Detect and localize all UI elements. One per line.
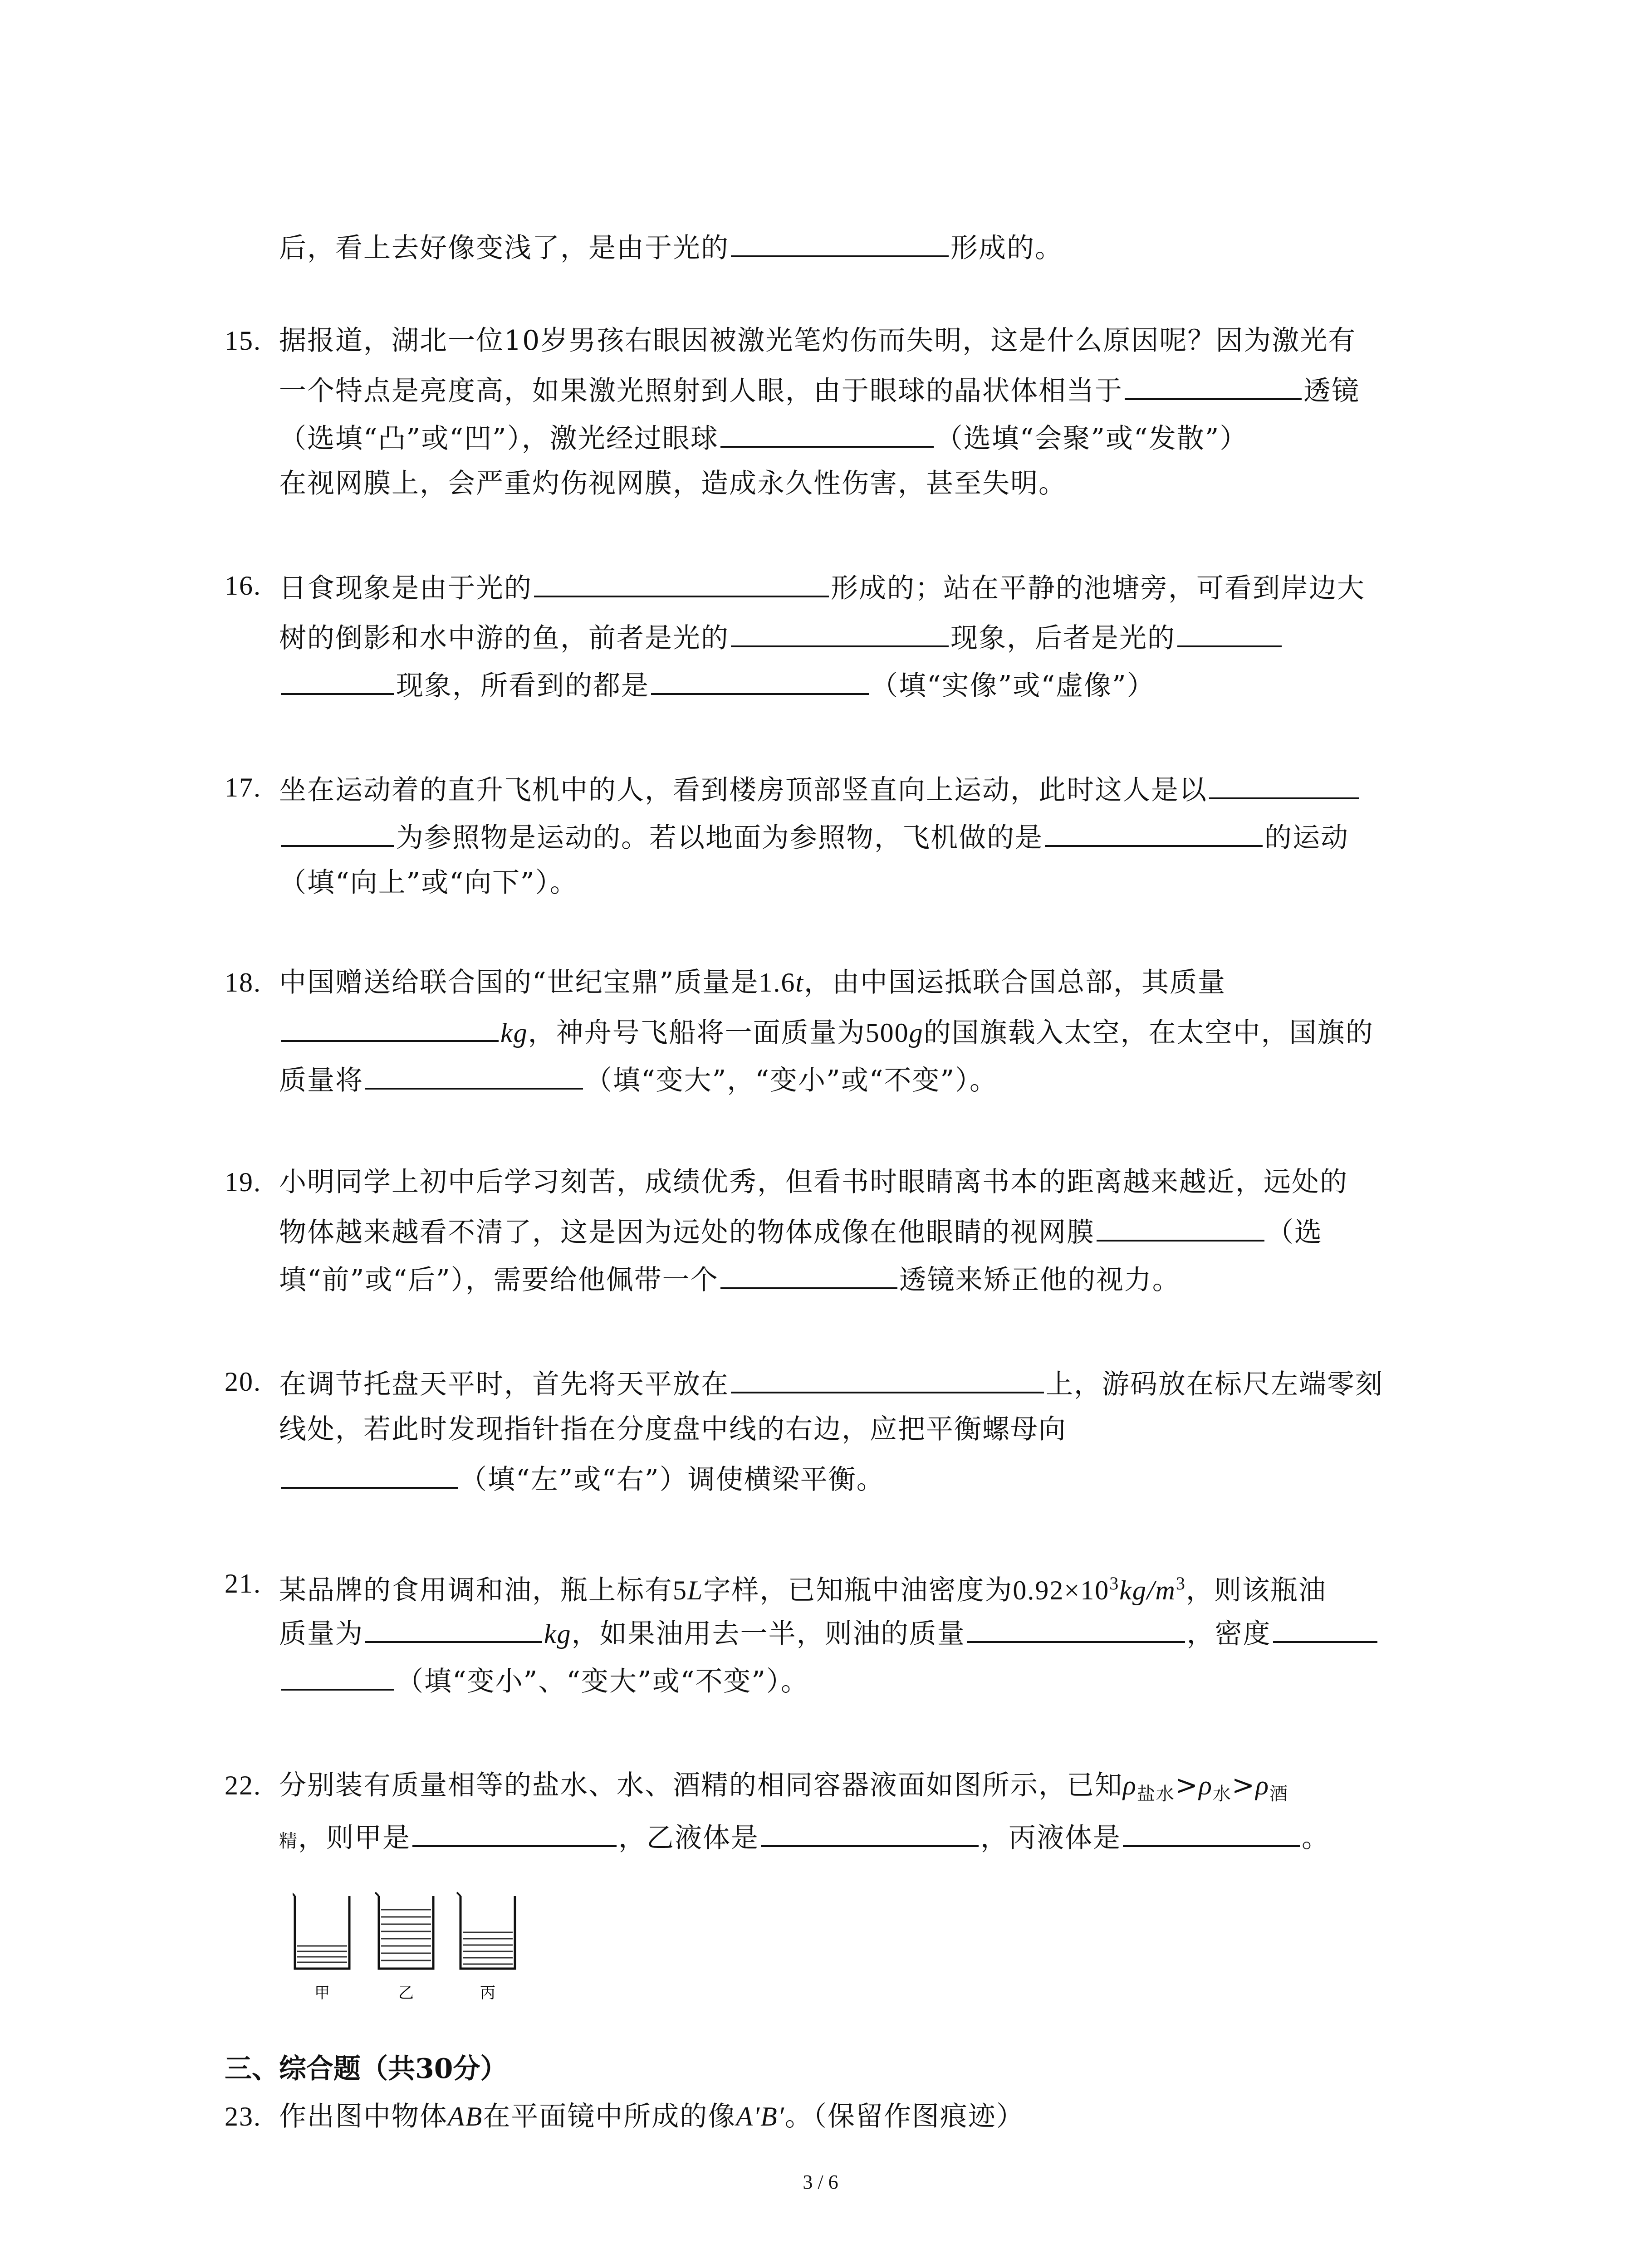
q20-line-1a: 在调节托盘天平时，首先将天平放在 — [279, 1369, 729, 1400]
q17-line-2 — [279, 819, 1349, 854]
q21-number: 21. — [225, 1569, 261, 1598]
q22-sub-alcohol-1: 酒 — [1269, 1784, 1288, 1804]
q15-number: 15. — [225, 326, 261, 356]
q16-line-3b: （填“实像”或“虚像”） — [871, 670, 1155, 702]
q15-line-3 — [279, 420, 1248, 455]
q17-blank-1b[interactable] — [281, 819, 394, 847]
page-number: 3 / 6 — [803, 2171, 838, 2193]
q23-text-b: 在平面镜中所成的像 — [483, 2101, 736, 2132]
q15-line-4: 在视网膜上，会严重灼伤视网膜，造成永久性伤害，甚至失明。 — [279, 468, 1067, 499]
q17-line-1a: 坐在运动着的直升飞机中的人，看到楼房顶部竖直向上运动，此时这人是以 — [279, 774, 1207, 806]
container-jia — [293, 1892, 349, 1969]
q18-line-3 — [279, 1061, 998, 1097]
q21-line-1c: ，则该瓶油 — [1185, 1574, 1327, 1606]
q22-rho-3: ρ — [1255, 1770, 1269, 1800]
q21-blank-1[interactable] — [365, 1615, 542, 1643]
q18-mass-unit: t — [795, 968, 804, 997]
q19-blank-2[interactable] — [720, 1261, 897, 1289]
q22-sub-alcohol-2: 精 — [279, 1831, 298, 1852]
q22-line-1a: 分别装有质量相等的盐水、水、酒精的相同容器液面如图所示，已知 — [279, 1769, 1123, 1801]
q16-blank-3b[interactable] — [281, 667, 394, 695]
q15-line-2b: 透镜 — [1303, 375, 1360, 407]
q19-line-2a: 物体越来越看不清了，这是因为远处的物体成像在他眼睛的视网膜 — [279, 1217, 1095, 1248]
q22-line-2 — [279, 1819, 1330, 1857]
q14-tail — [279, 229, 1063, 264]
q16-line-1 — [279, 569, 1365, 605]
q20-line-3 — [279, 1461, 885, 1496]
q22-gt-2: > — [1231, 1769, 1256, 1801]
q22-blank-3[interactable] — [1123, 1819, 1300, 1847]
q19-line-3b: 透镜来矫正他的视力。 — [899, 1264, 1181, 1296]
q22-number: 22. — [225, 1770, 261, 1800]
q18-flag-mass: 500 — [865, 1018, 909, 1048]
q22-line-2a: ，则甲是 — [298, 1822, 411, 1854]
q17-line-2a: 为参照物是运动的。若以地面为参照物，飞机做的是 — [396, 822, 1043, 854]
q17-blank-2[interactable] — [1045, 819, 1263, 847]
q21-line-2b: ，如果油用去一半，则油的质量 — [571, 1618, 965, 1650]
q22-sub-saltwater: 盐水 — [1136, 1784, 1175, 1804]
label-yi: 乙 — [398, 1984, 414, 2002]
q16-blank-2[interactable] — [731, 619, 949, 647]
q16-line-1a: 日食现象是由于光的 — [279, 572, 532, 604]
q22-sub-water: 水 — [1212, 1784, 1232, 1804]
q18-blank-1[interactable] — [281, 1014, 499, 1042]
q23-text-c: 。（保留作图痕迹） — [784, 2101, 1024, 2132]
q16-line-2 — [279, 619, 1283, 655]
q19-blank-1[interactable] — [1097, 1213, 1264, 1242]
q20-line-1b: 上，游码放在标尺左端零刻 — [1046, 1369, 1383, 1400]
q16-blank-3a[interactable] — [1177, 619, 1282, 647]
q16-line-2a: 树的倒影和水中游的鱼，前者是光的 — [279, 622, 729, 654]
q16-blank-4[interactable] — [651, 667, 869, 695]
q21-line-2 — [279, 1615, 1379, 1650]
q19-line-3 — [279, 1261, 1181, 1296]
q19-number: 19. — [225, 1167, 261, 1197]
q19-line-3a: 填“前”或“后”），需要给他佩带一个 — [279, 1264, 719, 1296]
q21-density-unit: kg/m — [1119, 1575, 1176, 1605]
q15-line-2 — [279, 372, 1360, 407]
q18-line-2b: 的国旗载入太空，在太空中，国旗的 — [923, 1017, 1374, 1049]
q15-blank-1[interactable] — [1125, 372, 1302, 400]
q17-line-1 — [279, 771, 1361, 807]
q21-line-1b: 字样，已知瓶中油密度为 — [703, 1574, 1013, 1606]
q22-rho-1: ρ — [1123, 1770, 1137, 1800]
q21-blank-3a[interactable] — [1273, 1615, 1377, 1643]
q16-number: 16. — [225, 571, 261, 601]
label-jia: 甲 — [314, 1984, 330, 2002]
q20-blank-2[interactable] — [281, 1461, 458, 1489]
q19-line-2 — [279, 1213, 1323, 1249]
q21-density-value: 0.92×10 — [1013, 1575, 1110, 1605]
section-3-title: 三、综合题（共30分） — [225, 2053, 508, 2085]
q15-line-3a: （选填“凸”或“凹”），激光经过眼球 — [279, 423, 719, 455]
container-bing — [457, 1892, 515, 1969]
q18-line-1b: ，由中国运抵联合国总部，其质量 — [804, 967, 1226, 998]
q18-line-3b: （填“变大”，“变小”或“不变”）。 — [585, 1065, 998, 1096]
q21-line-3a: （填“变小”、“变大”或“不变”）。 — [396, 1666, 809, 1697]
q23-object-ab: AB — [448, 2102, 483, 2131]
q17-number: 17. — [225, 772, 261, 802]
q15-blank-2[interactable] — [720, 420, 934, 448]
q23-line — [279, 2100, 1024, 2133]
q18-line-3a: 质量将 — [279, 1065, 363, 1096]
q17-blank-1a[interactable] — [1209, 771, 1359, 799]
q21-line-2a: 质量为 — [279, 1618, 363, 1650]
q22-line-2d: 。 — [1302, 1822, 1330, 1854]
q16-line-3 — [279, 667, 1155, 702]
q17-line-2b: 的运动 — [1264, 822, 1349, 854]
q18-line-1 — [279, 966, 1226, 999]
q16-blank-1[interactable] — [534, 569, 829, 597]
q22-blank-2[interactable] — [761, 1819, 979, 1847]
q18-number: 18. — [225, 968, 261, 997]
q21-line-1 — [279, 1567, 1327, 1607]
q14-text-1: 后，看上去好像变浅了，是由于光的 — [279, 232, 729, 264]
containers-figure — [293, 1892, 529, 2009]
q20-line-2: 线处，若此时发现指针指在分度盘中线的右边，应把平衡螺母向 — [279, 1413, 1067, 1445]
q23-number: 23. — [225, 2102, 261, 2131]
q22-line-2c: ，丙液体是 — [980, 1822, 1121, 1854]
q20-line-1 — [279, 1365, 1383, 1401]
q22-gt-1: > — [1175, 1769, 1199, 1801]
q18-line-2 — [279, 1014, 1374, 1049]
q18-line-1a: 中国赠送给联合国的“世纪宝鼎”质量是 — [279, 967, 759, 998]
q19-line-2b: （选 — [1266, 1217, 1323, 1248]
q16-line-1b: 形成的；站在平静的池塘旁，可看到岸边大 — [831, 572, 1365, 604]
q21-line-2c: ，密度 — [1186, 1618, 1271, 1650]
q21-blank-2[interactable] — [967, 1615, 1185, 1643]
q21-line-3 — [279, 1662, 809, 1698]
q22-blank-1[interactable] — [412, 1819, 617, 1847]
q14-text-2: 形成的。 — [950, 232, 1063, 264]
q21-density-unit-exponent: 3 — [1176, 1573, 1186, 1593]
q16-line-2b: 现象，后者是光的 — [950, 622, 1176, 654]
q21-volume-unit: L — [687, 1575, 704, 1605]
q15-line-3b: （选填“会聚”或“发散”） — [935, 423, 1248, 455]
q22-line-2b: ，乙液体是 — [618, 1822, 759, 1854]
q18-g-unit: g — [909, 1018, 924, 1048]
q18-line-2a: ，神舟号飞船将一面质量为 — [528, 1017, 866, 1049]
q15-line-1: 据报道，湖北一位10岁男孩右眼因被激光笔灼伤而失明，这是什么原因呢？因为激光有 — [279, 325, 1357, 357]
q18-blank-2[interactable] — [365, 1061, 583, 1090]
q16-line-3a: 现象，所看到的都是 — [396, 670, 649, 702]
q21-kg-unit: kg — [544, 1619, 572, 1649]
q20-blank-1[interactable] — [731, 1365, 1044, 1393]
q21-density-exponent: 3 — [1109, 1573, 1120, 1593]
q21-blank-3b[interactable] — [281, 1662, 394, 1691]
q23-text-a: 作出图中物体 — [279, 2101, 448, 2132]
q18-kg-unit: kg — [500, 1018, 528, 1048]
q21-volume-value: 5 — [673, 1575, 687, 1605]
q14-blank[interactable] — [731, 229, 949, 257]
q19-line-1: 小明同学上初中后学习刻苦，成绩优秀，但看书时眼睛离书本的距离越来越近，远处的 — [279, 1166, 1348, 1198]
q20-number: 20. — [225, 1367, 261, 1397]
container-yi — [375, 1892, 433, 1969]
q23-image-ab: A′B′ — [736, 2102, 785, 2131]
q15-line-2a: 一个特点是亮度高，如果激光照射到人眼，由于眼球的晶状体相当于 — [279, 375, 1123, 407]
label-bing: 丙 — [480, 1984, 495, 2002]
q20-line-3a: （填“左”或“右”）调使横梁平衡。 — [460, 1464, 885, 1496]
q22-line-1 — [279, 1769, 1288, 1810]
q21-line-1a: 某品牌的食用调和油，瓶上标有 — [279, 1574, 673, 1606]
q18-mass-value: 1.6 — [759, 968, 796, 997]
q22-rho-2: ρ — [1199, 1770, 1213, 1800]
q17-line-3: （填“向上”或“向下”）。 — [279, 867, 578, 899]
